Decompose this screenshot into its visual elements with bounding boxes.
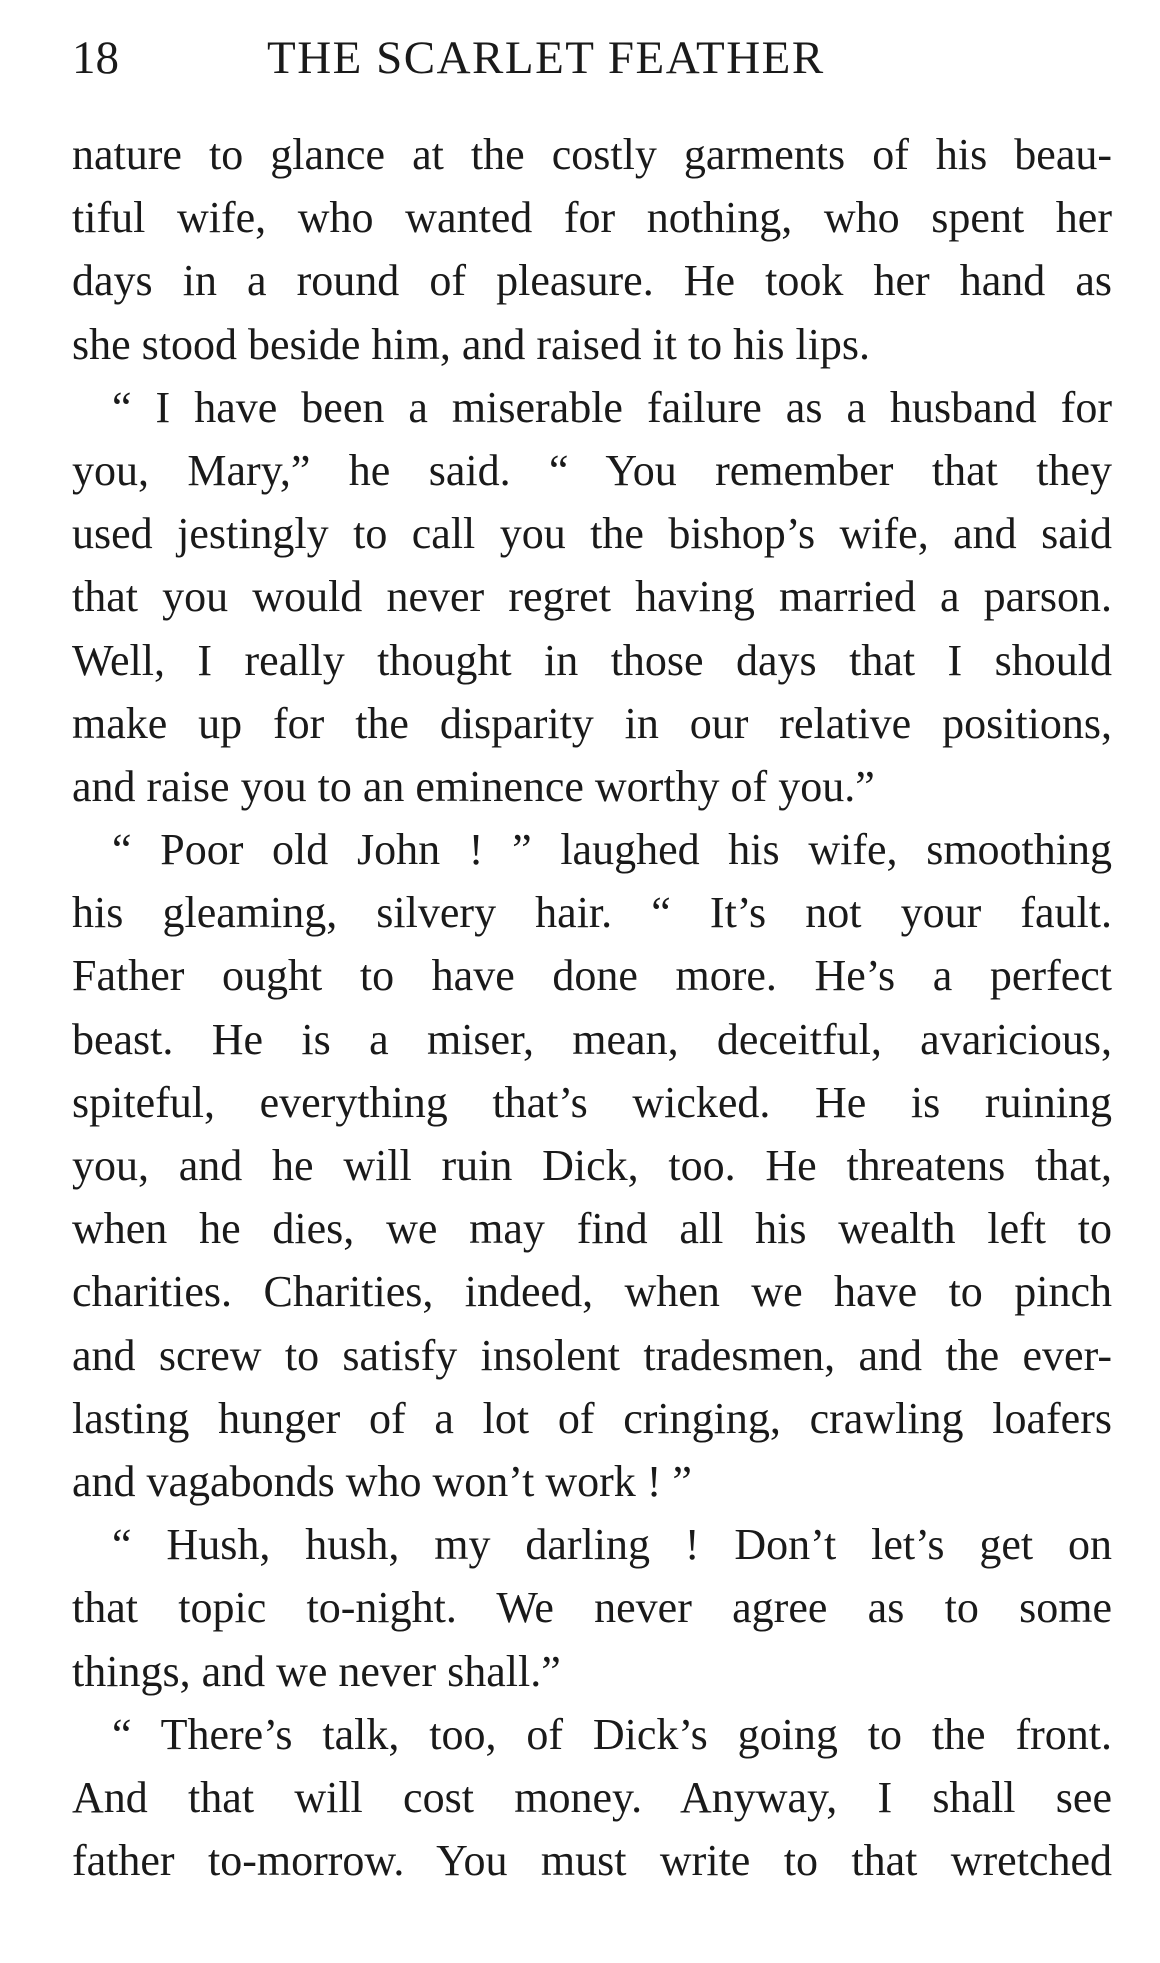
text-line: Well, I really thought in those days that I should bbox=[72, 635, 1112, 685]
text-line: used jestingly to call you the bishop’s wife, and said bbox=[72, 509, 1112, 559]
text-line: “ I have been a miserable failure as a husband for bbox=[112, 382, 1112, 432]
text-line: nature to glance at the costly garments of his beau- bbox=[72, 130, 1112, 179]
text-line: charities. Charities, indeed, when we have to pinch bbox=[72, 1267, 1112, 1317]
text-line: father to-morrow. You must write to that wretched bbox=[72, 1836, 1112, 1886]
text-line: make up for the disparity in our relative positions, bbox=[72, 698, 1112, 748]
text-line: she stood beside him, and raised it to his lips. bbox=[72, 319, 871, 369]
text-line: days in a round of pleasure. He took her hand as bbox=[72, 256, 1112, 306]
text-line: And that will cost money. Anyway, I shall see bbox=[72, 1772, 1112, 1822]
text-line: “ Hush, hush, my darling ! Don’t let’s get on bbox=[112, 1520, 1112, 1570]
text-line: Father ought to have done more. He’s a perfect bbox=[72, 951, 1112, 1001]
running-head bbox=[72, 28, 1112, 88]
text-line: that you would never regret having married a parson. bbox=[72, 572, 1112, 622]
text-line: and screw to satisfy insolent tradesmen, and the ever- bbox=[72, 1330, 1112, 1380]
text-line: tiful wife, who wanted for nothing, who spent her bbox=[72, 193, 1112, 243]
text-line: beast. He is a miser, mean, deceitful, avaricious, bbox=[72, 1014, 1112, 1064]
text-line: you, Mary,” he said. “ You remember that they bbox=[72, 445, 1112, 495]
page-number: 18 bbox=[72, 32, 119, 84]
body-text bbox=[72, 123, 1112, 1892]
text-line: when he dies, we may find all his wealth left to bbox=[72, 1204, 1112, 1254]
text-line: and raise you to an eminence worthy of you.” bbox=[72, 761, 875, 811]
text-line: and vagabonds who won’t work ! ” bbox=[72, 1456, 692, 1506]
text-line: “ There’s talk, too, of Dick’s going to the front. bbox=[112, 1709, 1112, 1759]
text-line: his gleaming, silvery hair. “ It’s not your fault. bbox=[72, 888, 1112, 938]
text-line: spiteful, everything that’s wicked. He is ruining bbox=[72, 1077, 1112, 1127]
text-line: you, and he will ruin Dick, too. He threatens that, bbox=[72, 1141, 1112, 1190]
text-line: “ Poor old John ! ” laughed his wife, smoothing bbox=[112, 825, 1112, 875]
text-line: lasting hunger of a lot of cringing, crawling loafers bbox=[72, 1393, 1112, 1443]
running-title: THE SCARLET FEATHER bbox=[267, 32, 825, 84]
text-line: things, and we never shall.” bbox=[72, 1646, 561, 1696]
text-line: that topic to-night. We never agree as to some bbox=[72, 1583, 1112, 1633]
